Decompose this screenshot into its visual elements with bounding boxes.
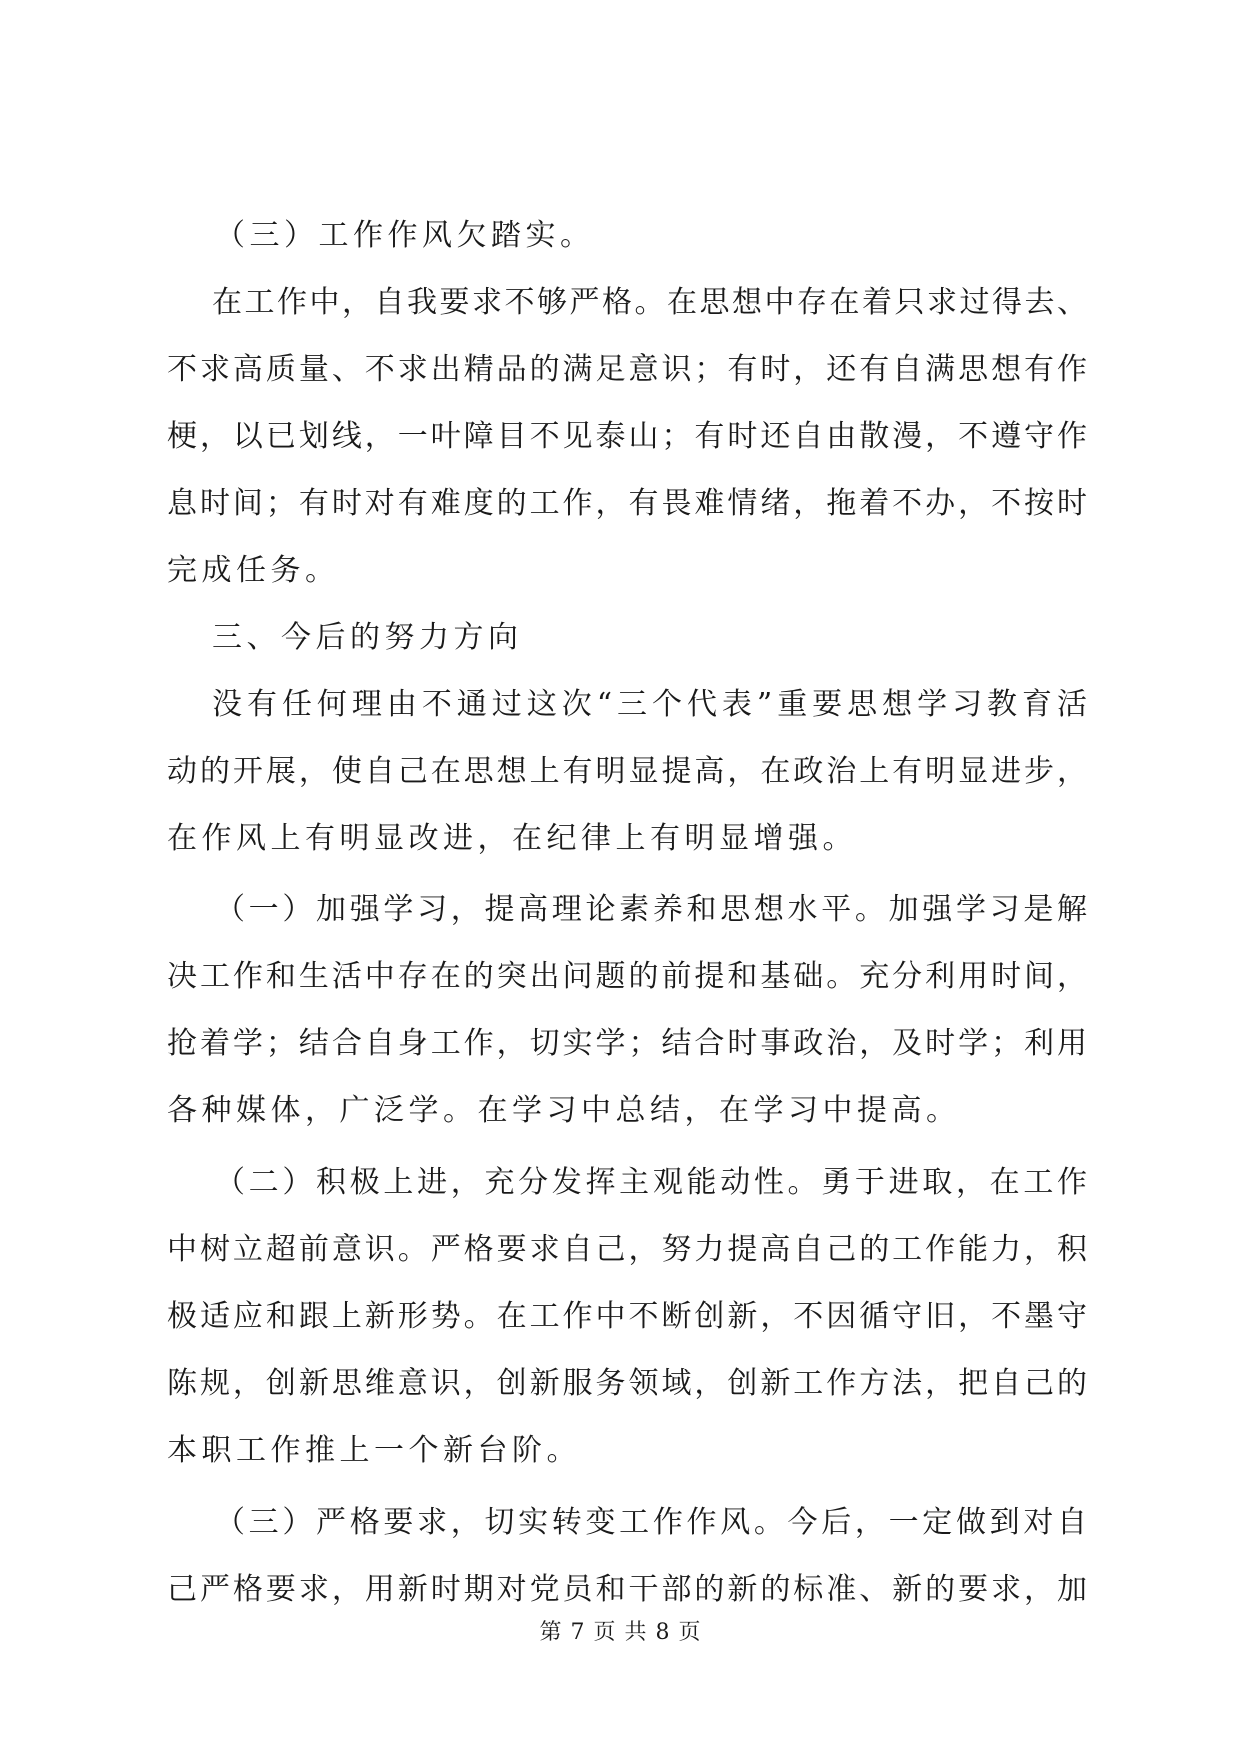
paragraph-line: 抢着学；结合自身工作，切实学；结合时事政治，及时学；利用	[167, 1026, 1087, 1061]
paragraph-line: （二）积极上进，充分发挥主观能动性。勇于进取，在工作	[215, 1165, 1087, 1200]
paragraph-line: 各种媒体，广泛学。在学习中总结，在学习中提高。	[167, 1093, 961, 1128]
paragraph-line: 己严格要求，用新时期对党员和干部的新的标准、新的要求，加	[167, 1572, 1087, 1607]
paragraph-line: 在工作中，自我要求不够严格。在思想中存在着只求过得去、	[212, 285, 1087, 320]
paragraph-line: 本职工作推上一个新台阶。	[167, 1433, 581, 1468]
paragraph-line: 陈规，创新思维意识，创新服务领域，创新工作方法，把自己的	[167, 1366, 1087, 1401]
paragraph-line: 中树立超前意识。严格要求自己，努力提高自己的工作能力，积	[167, 1232, 1087, 1267]
paragraph-line: 极适应和跟上新形势。在工作中不断创新，不因循守旧，不墨守	[167, 1299, 1087, 1334]
paragraph-line: 决工作和生活中存在的突出问题的前提和基础。充分利用时间，	[167, 959, 1087, 994]
paragraph-line: 完成任务。	[167, 553, 340, 588]
paragraph-line: 不求高质量、不求出精品的满足意识；有时，还有自满思想有作	[167, 352, 1087, 387]
paragraph-line: 动的开展，使自己在思想上有明显提高，在政治上有明显进步，	[167, 754, 1087, 789]
paragraph-line: （三）严格要求，切实转变工作作风。今后，一定做到对自	[215, 1505, 1087, 1540]
paragraph-line: （一）加强学习，提高理论素养和思想水平。加强学习是解	[215, 892, 1087, 927]
page-number-footer: 第 7 页 共 8 页	[539, 1620, 702, 1645]
paragraph-line: 息时间；有时对有难度的工作，有畏难情绪，拖着不办，不按时	[167, 486, 1087, 521]
section-heading-future-direction: 三、今后的努力方向	[212, 620, 523, 655]
paragraph-line: 梗，以已划线，一叶障目不见泰山；有时还自由散漫，不遵守作	[167, 419, 1087, 454]
subheading-work-style: （三）工作作风欠踏实。	[215, 218, 595, 253]
document-body	[167, 202, 1087, 1623]
paragraph-line: 在作风上有明显改进，在纪律上有明显增强。	[167, 821, 857, 856]
paragraph-line: 没有任何理由不通过这次“三个代表”重要思想学习教育活	[212, 687, 1087, 722]
